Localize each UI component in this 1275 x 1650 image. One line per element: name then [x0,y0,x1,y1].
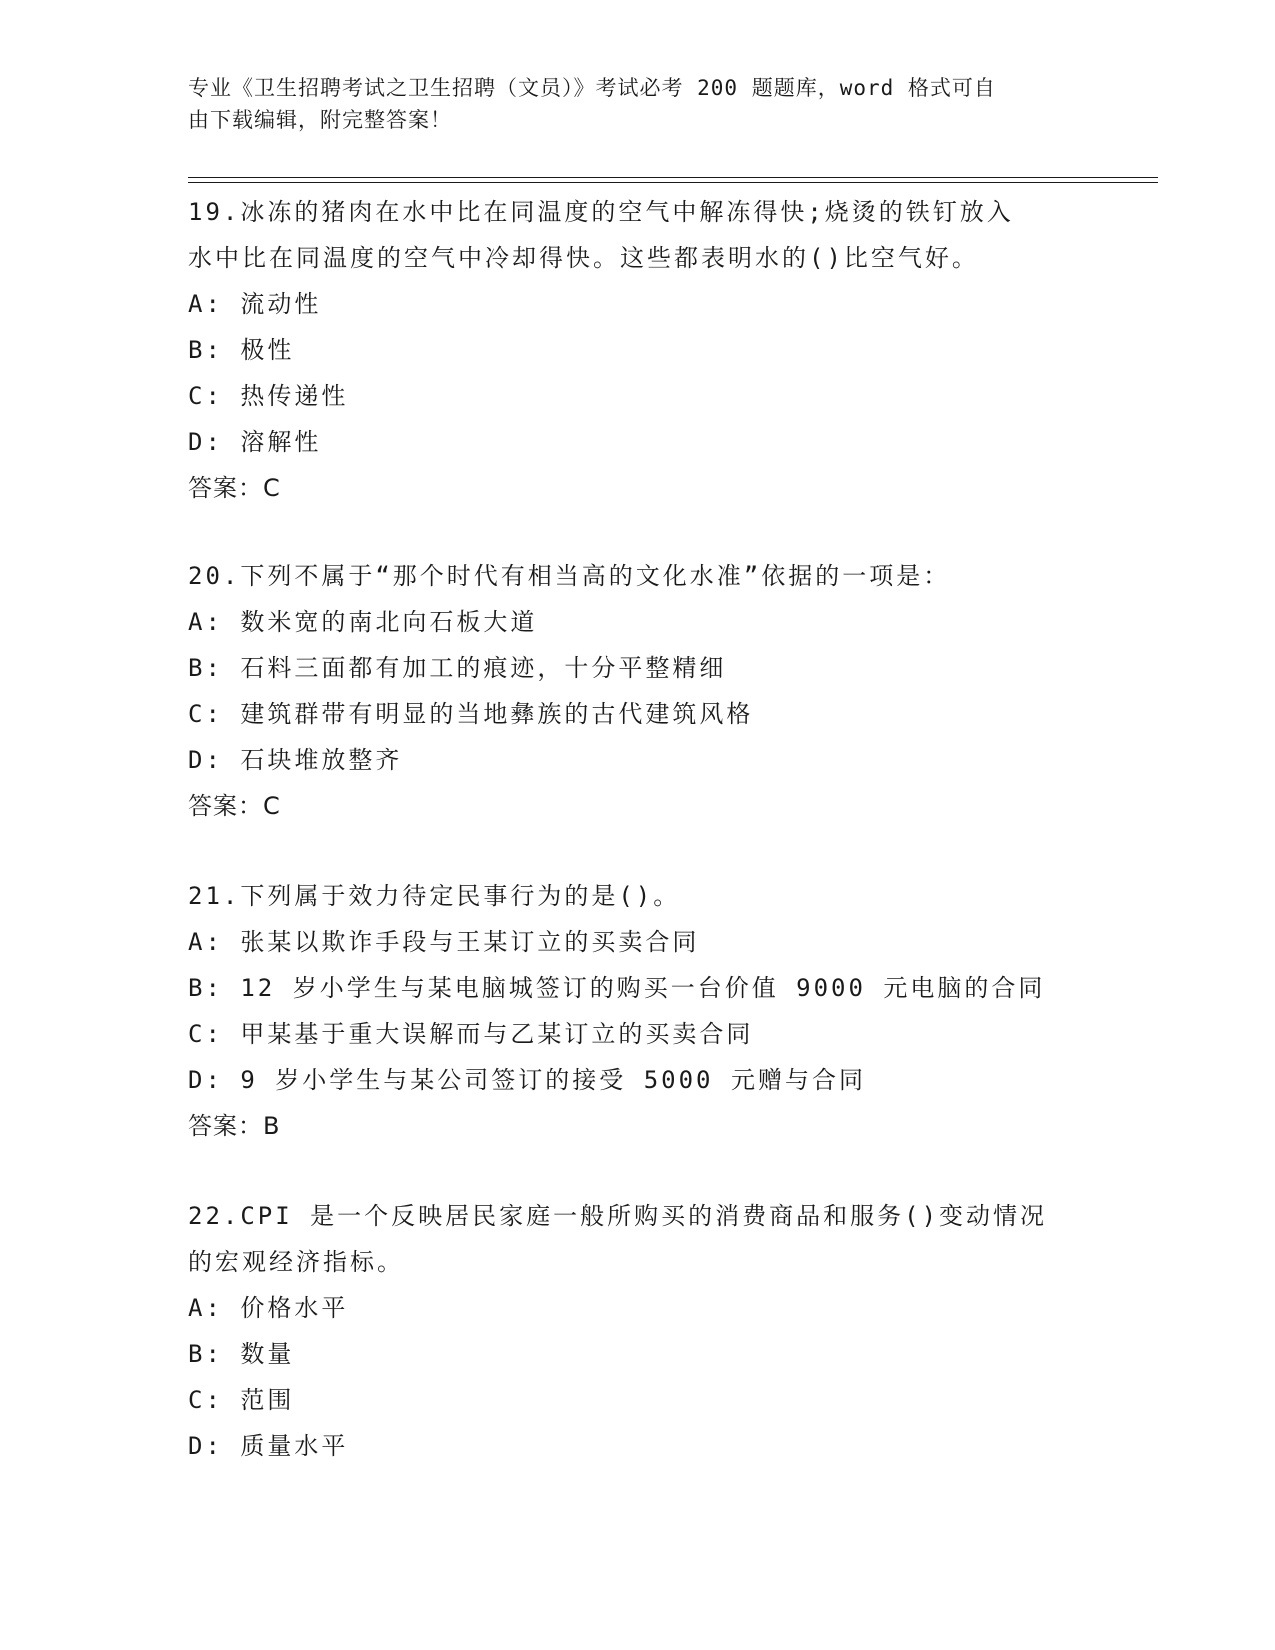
answer-label: 答案：B [188,1112,281,1140]
option-b: B: 石料三面都有加工的痕迹，十分平整精细 [188,654,727,682]
option-a: A: 数米宽的南北向石板大道 [188,608,538,636]
question-stem: 20.下列不属于“那个时代有相当高的文化水准”依据的一项是： [188,562,951,590]
question-20 [188,553,1088,829]
header-line-2: 由下载编辑，附完整答案！ [188,108,452,132]
option-c: C: 范围 [188,1386,295,1414]
question-stem: 22.CPI 是一个反映居民家庭一般所购买的消费商品和服务()变动情况 [188,1202,1048,1230]
option-a: A: 张某以欺诈手段与王某订立的买卖合同 [188,928,700,956]
answer-label: 答案：C [188,792,281,820]
option-d: D: 9 岁小学生与某公司签订的接受 5000 元赠与合同 [188,1066,866,1094]
option-c: C: 甲某基于重大误解而与乙某订立的买卖合同 [188,1020,754,1048]
question-stem: 19.冰冻的猪肉在水中比在同温度的空气中解冻得快;烧烫的铁钉放入 [188,198,1014,226]
option-a: A: 流动性 [188,290,322,318]
option-d: D: 质量水平 [188,1432,349,1460]
option-c: C: 建筑群带有明显的当地彝族的古代建筑风格 [188,700,754,728]
question-stem: 水中比在同温度的空气中冷却得快。这些都表明水的()比空气好。 [188,244,979,272]
option-b: B: 数量 [188,1340,295,1368]
document-header [188,72,1088,136]
header-line-1: 专业《卫生招聘考试之卫生招聘（文员）》考试必考 200 题题库，word 格式可自 [188,76,996,100]
option-b: B: 极性 [188,336,295,364]
option-a: A: 价格水平 [188,1294,349,1322]
option-b: B: 12 岁小学生与某电脑城签订的购买一台价值 9000 元电脑的合同 [188,974,1046,1002]
question-stem: 21.下列属于效力待定民事行为的是()。 [188,882,681,910]
question-19 [188,189,1088,511]
option-d: D: 溶解性 [188,428,322,456]
question-stem: 的宏观经济指标。 [188,1248,404,1276]
question-21 [188,873,1088,1149]
option-d: D: 石块堆放整齐 [188,746,403,774]
option-c: C: 热传递性 [188,382,349,410]
question-22 [188,1193,1088,1469]
header-divider [188,177,1158,183]
answer-label: 答案：C [188,474,281,502]
